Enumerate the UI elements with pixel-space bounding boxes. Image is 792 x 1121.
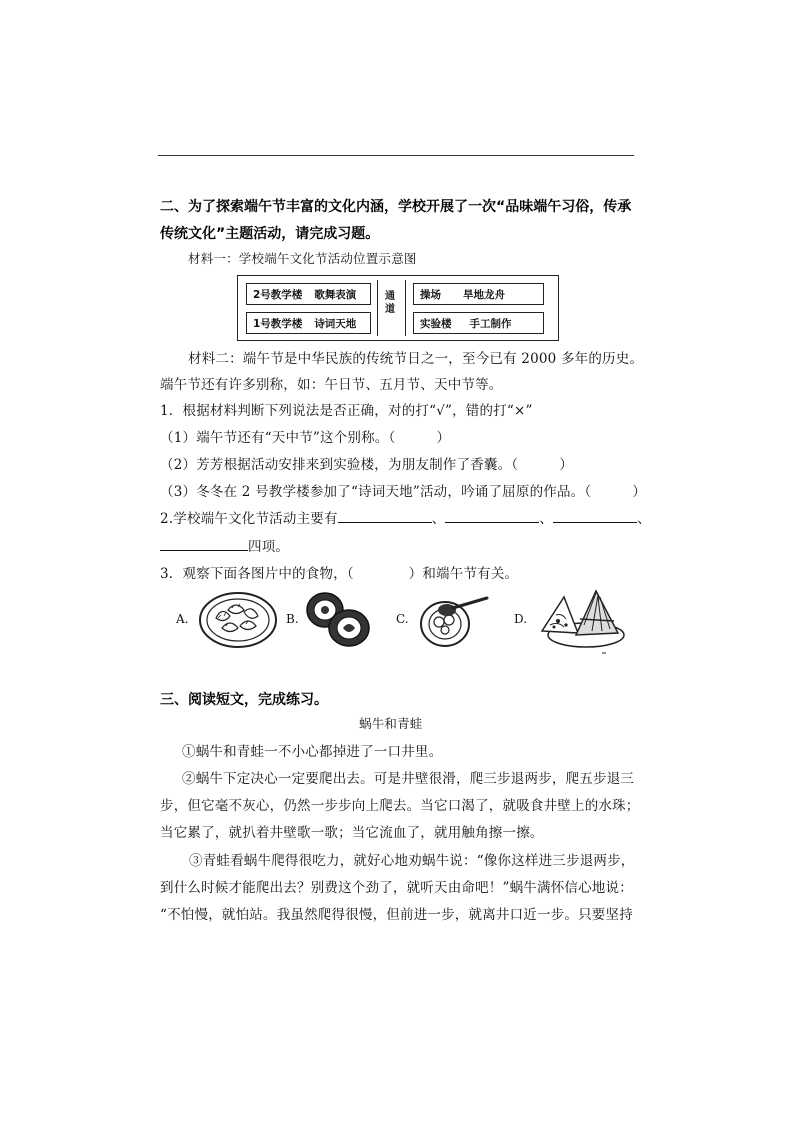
option-b-label: B. (286, 612, 299, 626)
story-paragraph2-line3: 当它累了，就扒着井壁歌一歌；当它流血了，就用触角擦一擦。 (160, 825, 544, 841)
map-building-label: 操场 (420, 288, 441, 301)
material2-line2: 端午节还有许多别称，如：午日节、五月节、天中节等。 (160, 377, 503, 393)
story-paragraph2-line1: ②蜗牛下定决心一定要爬出去。可是井壁很滑，爬三步退两步，爬五步退三 (182, 771, 635, 787)
question2-suffix: 四项。 (248, 539, 290, 555)
answer-blank-4[interactable] (160, 536, 248, 551)
question2-prefix: 2.学校端午文化节活动主要有 (160, 511, 338, 527)
map-room-playground (413, 283, 544, 305)
answer-blank-2[interactable] (445, 508, 539, 523)
separator: 、 (431, 511, 446, 527)
story-paragraph1: ①蜗牛和青蛙一不小心都掉进了一口井里。 (182, 744, 443, 760)
material1-title: 材料一：学校端午文化节活动位置示意图 (188, 251, 417, 266)
dumplings-plate-image (198, 588, 280, 650)
question1-item2: （2）芳芳根据活动安排来到实验楼，为朋友制作了香囊。（ ） (160, 457, 574, 473)
question1-item1: （1）端午节还有“天中节”这个别称。（ ） (160, 430, 451, 446)
zongzi-plate-image (536, 585, 628, 655)
map-room-building2 (246, 283, 371, 305)
question3: 3．观察下面各图片中的食物，（ ）和端午节有关。 (160, 566, 519, 582)
section3-title: 三、阅读短文，完成练习。 (160, 692, 328, 708)
map-activity-label: 手工制作 (469, 317, 512, 330)
question2-line1 (160, 507, 651, 527)
material2-line1: 材料二：端午节是中华民族的传统节日之一，至今已有 2000 多年的历史。 (188, 351, 644, 367)
soup-bowl-image (415, 590, 491, 650)
answer-blank-1[interactable] (338, 508, 432, 523)
section2-title-line2: 传统文化”主题活动，请完成习题。 (160, 226, 380, 242)
map-building-label: 1号教学楼 (253, 317, 303, 330)
passage-right-line (405, 280, 406, 336)
map-activity-label: 旱地龙舟 (463, 288, 505, 301)
map-activity-label: 诗词天地 (314, 317, 357, 330)
section2-title-line1: 二、为了探索端午节丰富的文化内涵，学校开展了一次“品味端午习俗，传承 (160, 199, 632, 215)
separator: 、 (539, 511, 554, 527)
story-title: 蜗牛和青蛙 (359, 716, 423, 731)
option-c-label: C. (396, 612, 409, 626)
option-a-label: A. (176, 612, 189, 626)
map-room-building1 (246, 312, 371, 334)
activity-location-map (237, 275, 559, 341)
map-activity-label: 歌舞表演 (314, 288, 357, 301)
story-paragraph2-line2: 步，但它毫不灰心，仍然一步步向上爬去。当它口渴了，就吸食井壁上的水珠； (160, 798, 640, 814)
separator: 、 (637, 511, 651, 527)
option-d-label: D. (514, 612, 528, 626)
story-paragraph3-line3: “不怕慢，就怕站。我虽然爬得很慢，但前进一步，就离井口近一步。只要坚持 (160, 907, 633, 923)
map-building-label: 实验楼 (420, 317, 452, 330)
question1-item3: （3）冬冬在 2 号教学楼参加了“诗词天地”活动，吟诵了屈原的作品。（ ） (160, 484, 647, 500)
answer-blank-3[interactable] (553, 508, 637, 523)
question1: 1．根据材料判断下列说法是否正确，对的打“√”，错的打“×” (160, 403, 533, 419)
mooncakes-image (303, 588, 373, 650)
question2-line2 (160, 535, 289, 555)
passage-left-line (377, 280, 378, 336)
story-paragraph3-line1: ③青蛙看蜗牛爬得很吃力，就好心地劝蜗牛说：“像你这样进三步退两步， (189, 853, 635, 869)
map-passage-label: 通道 (385, 291, 395, 315)
story-paragraph3-line2: 到什么时候才能爬出去？别费这个劲了，就听天由命吧！”蜗牛满怀信心地说： (160, 880, 633, 896)
header-rule (158, 155, 634, 156)
map-room-lab (413, 312, 544, 334)
map-building-label: 2号教学楼 (253, 288, 303, 301)
